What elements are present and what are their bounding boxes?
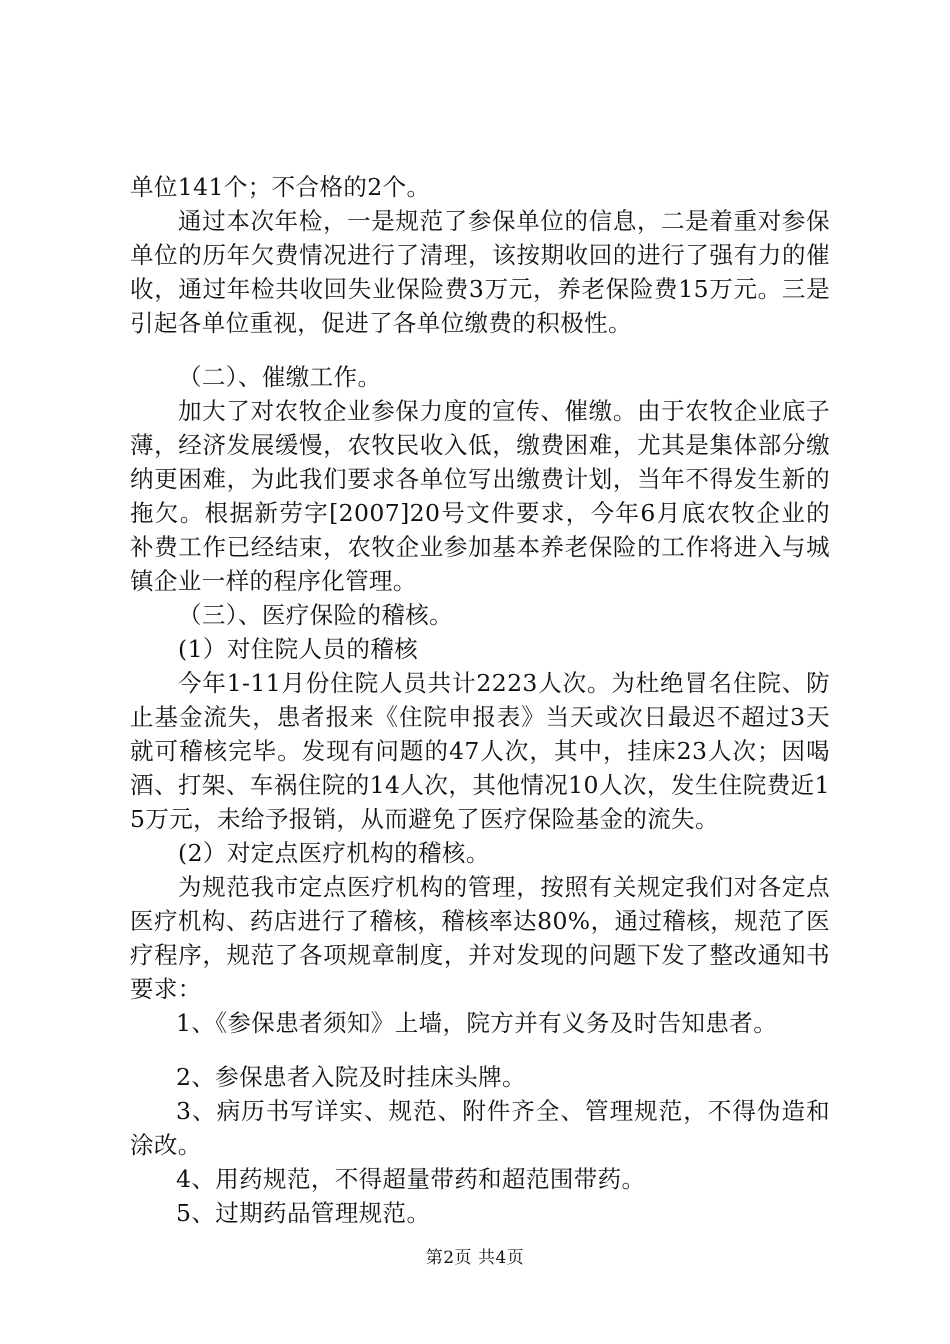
document-body [130, 170, 830, 1230]
paragraph-annual-inspection: 通过本次年检，一是规范了参保单位的信息，二是着重对参保单位的历年欠费情况进行了清理，该按期收回的进行了强有力的催收，通过年检共收回失业保险费3万元，养老保险费15万元。三是引起各单位重视，促进了各单位缴费的积极性。 [130, 207, 830, 337]
page-footer: 第2页 共4页 [425, 1248, 525, 1268]
paragraph-institution-audit: 为规范我市定点医疗机构的管理，按照有关规定我们对各定点医疗机构、药店进行了稽核，稽核率达80%，通过稽核，规范了医疗程序，规范了各项规章制度，并对发现的问题下发了整改通知书要求： [130, 873, 830, 1003]
list-item-1: 1、《参保患者须知》上墙，院方并有义务及时告知患者。 [176, 1009, 778, 1037]
list-item-2: 2、参保患者入院及时挂床头牌。 [176, 1063, 526, 1091]
list-item-3: 3、病历书写详实、规范、附件齐全、管理规范，不得伪造和涂改。 [130, 1097, 830, 1159]
paragraph-collection-work: 加大了对农牧企业参保力度的宣传、催缴。由于农牧企业底子薄，经济发展缓慢，农牧民收入低，缴费困难，尤其是集体部分缴纳更困难，为此我们要求各单位写出缴费计划，当年不得发生新的拖欠。根据新劳字[2007]20号文件要求，今年6月底农牧企业的补费工作已经结束，农牧企业参加基本养老保险的工作将进入与城镇企业一样的程序化管理。 [130, 397, 830, 595]
heading-collection-work: （二）、催缴工作。 [178, 363, 382, 391]
paragraph-1: 单位141个；不合格的2个。 [130, 173, 431, 201]
list-item-5: 5、过期药品管理规范。 [176, 1199, 431, 1227]
list-item-4: 4、用药规范，不得超量带药和超范围带药。 [176, 1165, 646, 1193]
subheading-institution-audit: (2）对定点医疗机构的稽核。 [178, 839, 490, 867]
heading-medical-audit: （三）、医疗保险的稽核。 [178, 601, 454, 629]
subheading-inpatient-audit: (1）对住院人员的稽核 [178, 635, 419, 663]
paragraph-inpatient-audit: 今年1-11月份住院人员共计2223人次。为杜绝冒名住院、防止基金流失，患者报来《住院申报表》当天或次日最迟不超过3天就可稽核完毕。发现有问题的47人次，其中，挂床23人次；因喝酒、打架、车祸住院的14人次，其他情况10人次，发生住院费近15万元，未给予报销，从而避免了医疗保险基金的流失。 [130, 669, 830, 833]
